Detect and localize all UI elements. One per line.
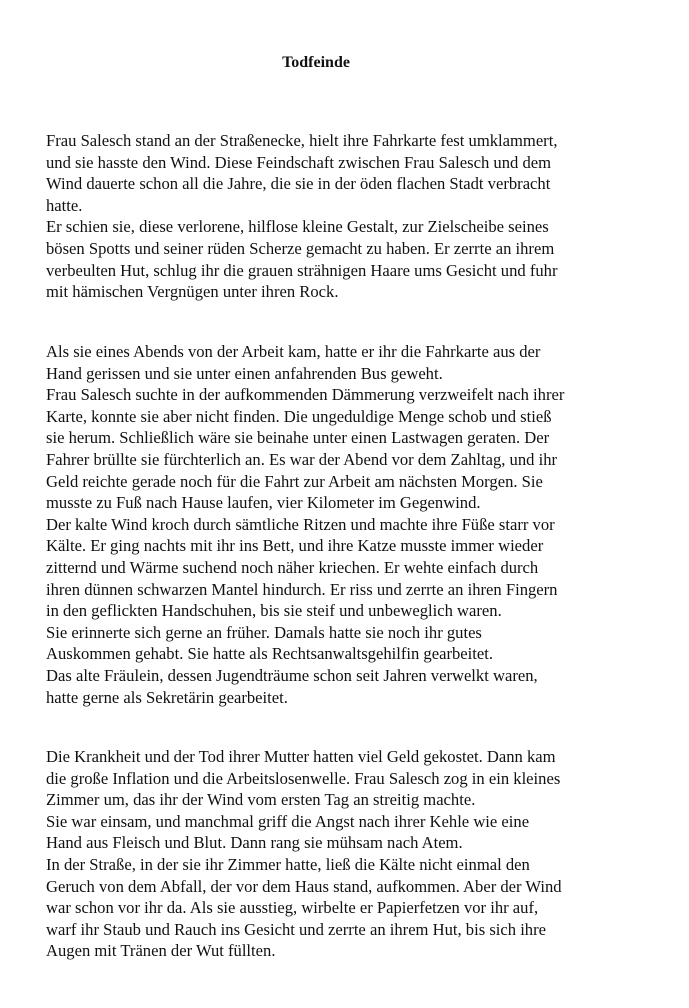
- text-line: verbeulten Hut, schlug ihr die grauen strähnigen Haare ums Gesicht und fuhr: [46, 260, 558, 280]
- text-line: bösen Spotts und seiner rüden Scherze gemacht zu haben. Er zerrte an ihrem: [46, 238, 555, 258]
- text-line: war schon vor ihr da. Als sie ausstieg, wirbelte er Papierfetzen vor ihr auf,: [46, 898, 539, 918]
- paragraph-2: [46, 341, 656, 708]
- text-line: Fahrer brüllte sie fürchterlich an. Es war der Abend vor dem Zahltag, und ihr: [46, 449, 558, 469]
- text-line: mit hämischen Vergnügen unter ihren Rock.: [46, 282, 339, 302]
- text-line: Kälte. Er ging nachts mit ihr ins Bett, und ihre Katze musste immer wieder: [46, 536, 544, 556]
- text-line: Hand gerissen und sie unter einen anfahrenden Bus geweht.: [46, 363, 443, 383]
- text-line: Der kalte Wind kroch durch sämtliche Ritzen und machte ihre Füße starr vor: [46, 514, 555, 534]
- text-line: Karte, konnte sie aber nicht finden. Die ungeduldige Menge schob und stieß: [46, 406, 552, 426]
- document-title: Todfeinde: [282, 54, 350, 71]
- text-line: In der Straße, in der sie ihr Zimmer hatte, ließ die Kälte nicht einmal den: [46, 854, 530, 874]
- text-line: hatte gerne als Sekretärin gearbeitet.: [46, 687, 288, 707]
- text-line: Sie war einsam, und manchmal griff die Angst nach ihrer Kehle wie eine: [46, 811, 530, 831]
- text-line: in den geflickten Handschuhen, bis sie steif und unbeweglich waren.: [46, 601, 502, 621]
- text-line: ihren dünnen schwarzen Mantel hindurch. Er riss und zerrte an ihren Fingern: [46, 579, 558, 599]
- text-line: warf ihr Staub und Rauch ins Gesicht und zerrte an ihrem Hut, bis sich ihre: [46, 919, 546, 939]
- text-line: Das alte Fräulein, dessen Jugendträume schon seit Jahren verwelkt waren,: [46, 665, 538, 685]
- text-line: Frau Salesch stand an der Straßenecke, hielt ihre Fahrkarte fest umklammert,: [46, 131, 558, 150]
- text-line: musste zu Fuß nach Hause laufen, vier Kilometer im Gegenwind.: [46, 493, 481, 513]
- text-line: Geld reichte gerade noch für die Fahrt zur Arbeit am nächsten Morgen. Sie: [46, 471, 543, 491]
- text-line: hatte.: [46, 195, 83, 215]
- text-line: Augen mit Tränen der Wut füllten.: [46, 941, 276, 961]
- text-line: Er schien sie, diese verlorene, hilflose kleine Gestalt, zur Zielscheibe seines: [46, 217, 549, 237]
- text-line: Als sie eines Abends von der Arbeit kam, hatte er ihr die Fahrkarte aus der: [46, 342, 541, 361]
- text-line: Frau Salesch suchte in der aufkommenden Dämmerung verzweifelt nach ihrer: [46, 385, 565, 405]
- paragraph-3: [46, 746, 656, 962]
- text-line: Wind dauerte schon all die Jahre, die sie in der öden flachen Stadt verbracht: [46, 174, 551, 194]
- text-line: Hand aus Fleisch und Blut. Dann rang sie mühsam nach Atem.: [46, 833, 463, 853]
- text-line: die große Inflation und die Arbeitslosenwelle. Frau Salesch zog in ein kleines: [46, 768, 561, 788]
- text-line: sie herum. Schließlich wäre sie beinahe unter einen Lastwagen geraten. Der: [46, 428, 550, 448]
- paragraph-1: [46, 130, 656, 303]
- text-line: und sie hasste den Wind. Diese Feindschaft zwischen Frau Salesch und dem: [46, 152, 552, 172]
- text-line: Geruch von dem Abfall, der vor dem Haus stand, aufkommen. Aber der Wind: [46, 876, 562, 896]
- text-line: Auskommen gehabt. Sie hatte als Rechtsanwaltsgehilfin gearbeitet.: [46, 644, 493, 664]
- text-line: zitternd und Wärme suchend noch näher kriechen. Er wehte einfach durch: [46, 557, 539, 577]
- text-line: Zimmer um, das ihr der Wind vom ersten Tag an streitig machte.: [46, 790, 476, 810]
- text-line: Sie erinnerte sich gerne an früher. Damals hatte sie noch ihr gutes: [46, 622, 482, 642]
- text-line: Die Krankheit und der Tod ihrer Mutter hatten viel Geld gekostet. Dann kam: [46, 747, 556, 766]
